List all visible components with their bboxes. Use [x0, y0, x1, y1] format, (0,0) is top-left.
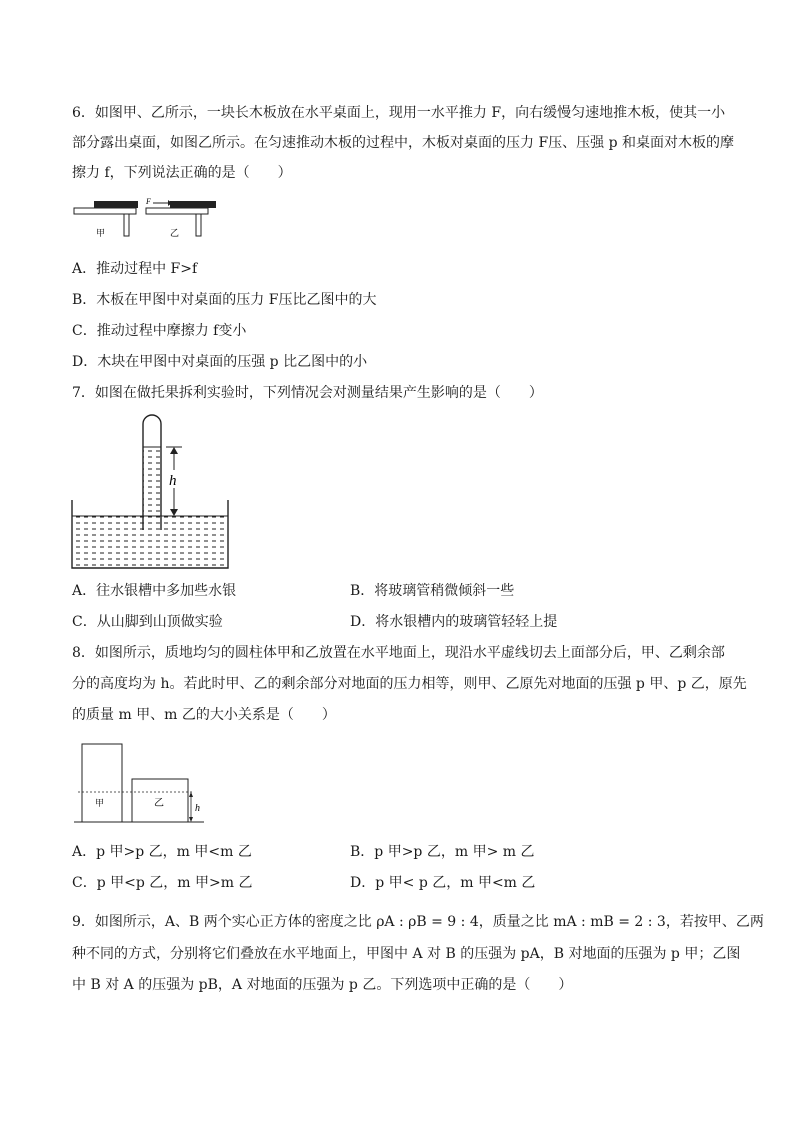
q7-figure	[68, 412, 232, 574]
q7-stem: 7．如图在做托果拆利实验时，下列情况会对测量结果产生影响的是（ ）	[72, 385, 543, 401]
q7-figure-svg	[68, 412, 232, 574]
q6-board-yi	[170, 201, 216, 208]
q7-h-arrow-down	[170, 509, 178, 516]
q7-label-h: h	[169, 473, 177, 489]
q7-option-d[interactable]: D．将水银槽内的玻璃管轻轻上提	[350, 614, 558, 630]
q6-option-d[interactable]: D．木块在甲图中对桌面的压强 p 比乙图中的小	[72, 354, 368, 370]
q8-stem-line-1: 8．如图所示，质地均匀的圆柱体甲和乙放置在水平地面上，现沿水平虚线切去上面部分后，甲、乙剩余部	[72, 645, 725, 661]
q8-label-h: h	[195, 803, 200, 814]
q8-label-yi: 乙	[154, 798, 164, 809]
q7-option-a[interactable]: A．往水银槽中多加些水银	[72, 583, 237, 599]
q6-figure	[72, 196, 222, 242]
q7-tube-mercury	[143, 447, 161, 525]
q9-stem-line-1: 9．如图所示，A、B 两个实心正方体的密度之比 ρA : ρB = 9 : 4，质量之比 mA : mB = 2 : 3，若按甲、乙两	[72, 914, 764, 930]
q6-board-jia	[94, 201, 138, 208]
q6-label-F: F	[146, 197, 151, 206]
q8-figure	[74, 740, 210, 828]
q6-table-yi	[146, 208, 208, 214]
q6-stem-line-1: 6．如图甲、乙所示，一块长木板放在水平桌面上，现用一水平推力 F，向右缓慢匀速地推木板，使其一小	[72, 105, 726, 121]
q6-stem-line-2: 部分露出桌面，如图乙所示。在匀速推动木板的过程中，木板对桌面的压力 F压、压强 p 和桌面对木板的摩	[72, 135, 735, 151]
q9-stem-line-2: 种不同的方式，分别将它们叠放在水平地面上，甲图中 A 对 B 的压强为 pA，B 对地面的压强为 p 甲；乙图	[72, 946, 741, 962]
q8-stem-line-2: 分的高度均为 h。若此时甲、乙的剩余部分对地面的压力相等，则甲、乙原先对地面的压强 p 甲、p 乙，原先	[72, 676, 747, 692]
q6-label-yi: 乙	[170, 229, 180, 239]
q7-option-b[interactable]: B．将玻璃管稍微倾斜一些	[350, 583, 515, 599]
q6-label-jia: 甲	[96, 229, 106, 239]
q8-figure-svg	[74, 740, 210, 828]
q6-stem-line-3: 擦力 f，下列说法正确的是（ ）	[72, 165, 292, 181]
q8-stem-line-3: 的质量 m 甲、m 乙的大小关系是（ ）	[72, 707, 336, 723]
q8-h-arrow-down	[189, 817, 193, 822]
q7-h-arrow-up	[170, 447, 178, 454]
q6-table-jia	[74, 208, 136, 214]
q8-h-arrow-up	[189, 792, 193, 797]
q8-option-d[interactable]: D．p 甲< p 乙，m 甲<m 乙	[350, 875, 536, 891]
q8-cylinder-jia	[82, 744, 122, 822]
q8-option-b[interactable]: B．p 甲>p 乙，m 甲> m 乙	[350, 844, 535, 860]
q6-option-b[interactable]: B．木板在甲图中对桌面的压力 F压比乙图中的大	[72, 292, 377, 308]
q6-option-c[interactable]: C．推动过程中摩擦力 f变小	[72, 323, 247, 339]
q6-figure-svg	[72, 196, 222, 242]
q8-option-c[interactable]: C．p 甲<p 乙，m 甲>m 乙	[72, 875, 253, 891]
q6-option-a[interactable]: A．推动过程中 F>f	[72, 261, 198, 277]
q8-option-a[interactable]: A．p 甲>p 乙，m 甲<m 乙	[72, 844, 252, 860]
q9-stem-line-3: 中 B 对 A 的压强为 pB，A 对地面的压强为 p 乙。下列选项中正确的是（ ）	[72, 977, 573, 993]
q6-table-leg-jia	[124, 214, 129, 236]
q6-table-leg-yi	[196, 214, 201, 236]
q7-option-c[interactable]: C．从山脚到山顶做实验	[72, 614, 223, 630]
q8-label-jia: 甲	[95, 799, 105, 809]
